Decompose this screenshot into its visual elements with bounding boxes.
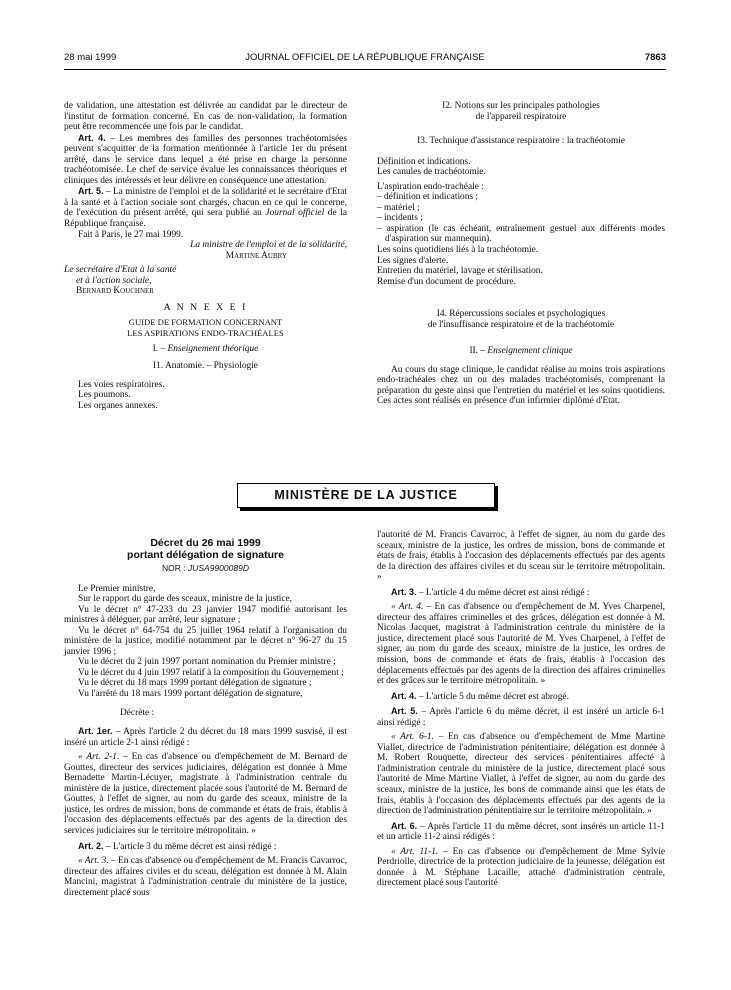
article-2-label: Art. 2. <box>78 840 104 851</box>
nor-label: NOR : <box>162 563 188 573</box>
article-11-1-text: – En cas d'absence ou d'empêchement de Mme Sylvie Perdriolle, directrice de la protection judiciaire de la jeunesse, délégation est donnée à M. Stéphane Lacaille, attaché d'administration centrale, directement placé sous l'autorité <box>377 846 665 889</box>
secretary-title-1: Le secrétaire d'Etat à la santé <box>64 265 177 276</box>
column-bottom-left <box>64 537 347 898</box>
list-item: Les organes annexes. <box>78 400 158 411</box>
section-i2-line-1: I2. Notions sur les principales pathologies <box>442 101 600 111</box>
header-page-number: 7863 <box>644 52 666 63</box>
minister-title: La ministre de l'emploi et de la solidarité, <box>190 240 347 251</box>
subsection-anatomie: I1. Anatomie. – Physiologie <box>153 361 258 372</box>
article-1-text: – Après l'article 2 du décret du 18 mars 1999 susvisé, il est inséré un article 2-1 ainsi rédigé : <box>64 727 347 748</box>
visa-line: Vu le décret du 18 mars 1999 portant délégation de signature ; <box>78 678 312 689</box>
canules-line: Les canules de trachéotomie. <box>377 167 486 178</box>
continuation-paragraph: l'autorité de M. Francis Cavarroc, à l'effet de signer, au nom du garde des sceaux, ministre de la justice, les ordres de mission, bons de commande et états de frais, établis à l'occasion des déplacements effectués par des agents de la direction des affaires civiles et du sceau sur le territoire métropolitain. » <box>377 530 665 583</box>
premier-ministre: Le Premier ministre, <box>78 583 156 594</box>
section-i4-line-1: I4. Répercussions sociales et psychologiques <box>436 309 606 320</box>
article-4-label: Art. 4. <box>391 690 417 701</box>
section-2-title: Enseignement clinique <box>487 346 573 357</box>
definition-line: Définition et indications. <box>377 156 471 167</box>
article-5 <box>64 186 347 229</box>
nor-code: JUSA9900089D <box>188 563 249 573</box>
article-5-text: – La ministre de l'emploi et de la solidarité et le secrétaire d'Etat à la santé et à l'action sociale sont chargés, chacun en ce qui le concerne, de l'exécution du présent arrêté, qui sera publié au <box>64 187 347 219</box>
column-top-right <box>377 101 665 407</box>
article-6-text: – Après l'article 11 du même décret, sont insérés un article 11-1 et un article 11-2 ainsi rédigés : <box>377 821 665 843</box>
article-4-quoted <box>377 602 665 686</box>
article-2-1 <box>64 752 347 836</box>
decree-title-2: portant délégation de signature <box>127 549 284 561</box>
bullet-item: – aspiration (le cas échéant, entraînement gestuel aux différents modes d'aspiration sur mannequin). <box>377 223 665 245</box>
fait-a-paris: Fait à Paris, le 27 mai 1999. <box>78 229 184 240</box>
article-4 <box>377 691 665 703</box>
secretary-title-2: et à l'action sociale, <box>76 275 152 286</box>
visa-line: Vu le décret n° 47-233 du 23 janvier 1947 modifié autorisant les ministres à déléguer, par arrêté, leur signature ; <box>64 604 347 626</box>
article-11-1 <box>377 847 665 889</box>
article-11-1-label: « Art. 11-1. <box>391 846 439 857</box>
entretien-line: Entretien du matériel, lavage et stérilisation. <box>377 266 543 277</box>
bullet-item: – définition et indications ; <box>377 192 479 203</box>
article-5-label: Art. 5. <box>391 706 418 717</box>
visa-line: Vu le décret du 4 juin 1997 relatif à la composition du Gouvernement ; <box>78 667 344 678</box>
article-4-quoted-text: – En cas d'absence ou d'empêchement de M. Yves Charpenel, directeur des affaires criminelles et des grâces, délégation est donnée à M. Nicolas Jacquet, magistrat à l'administration centrale du ministère de la justice, directement placé sous l'autorité de M. Yves Charpenel, à l'effet de signer, au nom du garde des sceaux, ministre de la justice, les ordres de mission, bons de commande et états de frais, établis à l'occasion des déplacements effectués par des agents de la direction des affaires criminelles et des grâces sur le territoire métropolitain. » <box>377 602 665 687</box>
article-4-text: – Les membres des familles des personnes trachéotomisées peuvent s'acquitter de la formation mentionnée à l'article 1er du présent arrêté, dans le service dans lequel a été prise en charge la personne trachéotomisée. Le chef de service évalue les connaissances théoriques et cliniques des intéressés et leur délivre en conséquence une attestation. <box>64 133 347 186</box>
section-i4-line-2: de l'insuffisance respiratoire et de la trachéotomie <box>427 319 615 330</box>
article-4-quoted-label: « Art. 4. <box>391 602 424 613</box>
remise-line: Remise d'un document de procédure. <box>377 276 516 287</box>
article-6-label: Art. 6. <box>391 820 418 831</box>
article-1-label: Art. 1er. <box>78 726 113 737</box>
article-6-1 <box>377 732 665 816</box>
article-2-1-text: – En cas d'absence ou d'empêchement de M. Bernard de Gouttes, directeur des services judiciaires, délégation est donnée à Mme Bernadette Martin-Lécuyer, magistrate à l'administration centrale du ministère de la justice, directement placée sous l'autorité de M. Bernard de Gouttes, à l'effet de signer, au nom du garde des sceaux, ministre de la justice, les ordres de mission, bons de commande et états de frais, établis à l'occasion des déplacements effectués par des agents de la direction des services judiciaires sur le territoire métropolitain. » <box>64 752 348 837</box>
column-bottom-right <box>377 530 665 889</box>
article-5-text: – Après l'article 6 du même décret, il est inséré un article 6-1 ainsi rédigé : <box>377 707 665 728</box>
paragraph-clinique: Au cours du stage clinique, le candidat réalise au moins trois aspirations endo-trachéales chez un ou des malades trachéotomisés, comprenant la préparation du geste ainsi que l'entretien du matériel et les soins quotidiens. Ces actes sont réalisés en présence d'un infirmier diplômé d'Etat. <box>377 364 665 407</box>
guide-title-2: LES ASPIRATIONS ENDO-TRACHÉALES <box>127 327 284 338</box>
visa-line: Vu l'arrêté du 18 mars 1999 portant délégation de signature, <box>78 689 303 700</box>
decrete: Décrète : <box>120 707 155 718</box>
article-2 <box>64 841 347 853</box>
minister-name: Martine Aubry <box>225 250 287 261</box>
article-5 <box>377 706 665 728</box>
article-3-quoted <box>64 856 347 898</box>
header-date: 28 mai 1999 <box>64 52 117 63</box>
page-header <box>64 52 666 66</box>
article-2-1-label: « Art. 2-1. <box>78 752 120 763</box>
article-3-quoted-text: – En cas d'absence ou d'empêchement de M. Francis Cavarroc, directeur des affaires civiles et du sceau, délégation est donnée à M. Alain Mancini, magistrat à l'administration centrale du ministère de la justice, directement placé sous <box>64 856 347 898</box>
decree-title-1: Décret du 26 mai 1999 <box>150 537 261 549</box>
visa-line: Sur le rapport du garde des sceaux, ministre de la justice, <box>78 594 292 605</box>
section-1-title: Enseignement théorique <box>167 344 259 355</box>
visa-line: Vu le décret du 2 juin 1997 portant nomination du Premier ministre ; <box>78 657 336 668</box>
article-4 <box>64 133 347 187</box>
journal-officiel-italic: Journal officiel <box>265 208 325 219</box>
article-2-text: – L'article 3 du même décret est ainsi rédigé : <box>103 841 277 852</box>
visa-line: Vu le décret n° 64-754 du 25 juillet 1964 relatif à l'organisation du ministère de la justice, modifié notamment par le décret n° 96-27 du 15 janvier 1996 ; <box>64 625 347 657</box>
article-5-label: Art. 5. <box>78 186 104 197</box>
section-i3: I3. Technique d'assistance respiratoire : la trachéotomie <box>417 136 625 147</box>
annexe-title: A N N E X E I <box>163 301 248 313</box>
nor-reference <box>64 563 347 574</box>
column-top-left <box>64 101 347 411</box>
soins-line: Les soins quotidiens liés à la trachéotomie. <box>377 245 539 256</box>
header-rule <box>64 69 666 70</box>
aspiration-line: L'aspiration endo-trachéale : <box>377 181 484 192</box>
header-journal-title: JOURNAL OFFICIEL DE LA RÉPUBLIQUE FRANÇAISE <box>245 52 485 63</box>
list-item: Les poumons. <box>78 390 131 401</box>
section-1-prefix: I. – <box>152 344 168 355</box>
article-6-1-text: – En cas d'absence ou d'empêchement de Mme Martine Viallet, directrice de l'administration pénitentiaire, délégation est donnée à M. Robert Rouquette, directeur des services pénitentiaires affecté à l'administration centrale du ministère de la justice, directement placé sous l'autorité de Mme Martine Viallet, à l'effet de signer, au nom du garde des sceaux, ministre de la justice, les bons de commande ainsi que les états de frais, établis à l'occasion des déplacements effectués par des agents de la direction de l'administration pénitentiaire sur le territoire métropolitain. » <box>377 732 665 817</box>
article-3 <box>377 587 665 599</box>
article-3-quoted-label: « Art. 3. <box>78 856 109 867</box>
section-1-heading <box>64 344 347 355</box>
article-5-tail: de la République française. <box>64 208 348 230</box>
bullet-item: – matériel ; <box>377 202 420 213</box>
article-6 <box>377 821 665 843</box>
article-1 <box>64 726 347 748</box>
list-item: Les voies respiratoires. <box>78 379 165 390</box>
section-i2-line-2: de l'appareil respiratoire <box>475 111 567 122</box>
secretary-name: Bernard Kouchner <box>76 286 154 297</box>
section-2-prefix: II. – <box>469 346 488 357</box>
bullet-item: – incidents ; <box>377 213 423 224</box>
article-3-label: Art. 3. <box>391 586 417 597</box>
section-2-heading <box>377 346 665 357</box>
paragraph-validation: de validation, une attestation est délivrée au candidat par le directeur de l'institut de formation concerné. En cas de non-validation, la formation peut être recommencée une fois par le candidat. <box>64 101 347 133</box>
article-4-label: Art. 4. <box>78 132 106 143</box>
article-3-text: – L'article 4 du même décret est ainsi rédigé : <box>416 587 590 598</box>
article-4-text: – L'article 5 du même décret est abrogé. <box>416 691 569 702</box>
article-6-1-label: « Art. 6-1. <box>391 732 434 743</box>
signes-line: Les signes d'alerte. <box>377 255 449 266</box>
guide-title-1: GUIDE DE FORMATION CONCERNANT <box>128 317 283 328</box>
ministry-heading: MINISTÈRE DE LA JUSTICE <box>237 483 495 508</box>
